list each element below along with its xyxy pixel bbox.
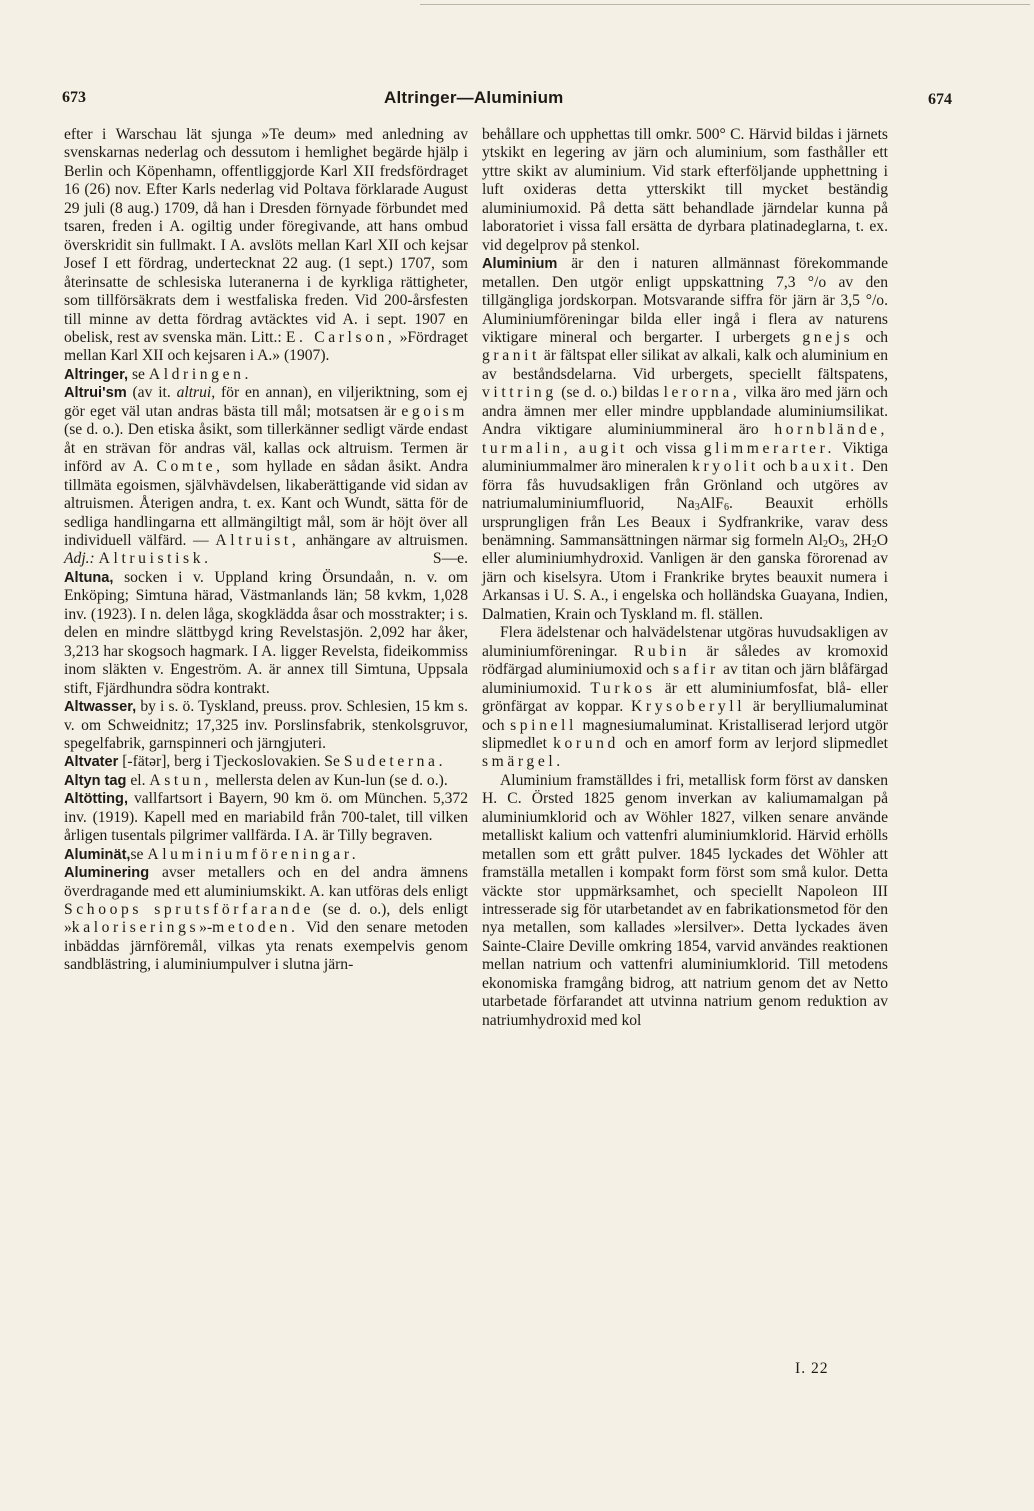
entry-aluminering-continued: behållare och upphettas till omkr. 500° C. Härvid bildas i järnets ytskikt en legering av järn och aluminium, som fasthåller ett yttre skikt av aluminium. Vid stark efterföljande upphettning i luft oxideras detta ytterskikt till mycket beständig aluminiumoxid. På detta sätt behandlade järndelar kunna på laboratoriet i vissa fall ersätta de dyrbara platinadeglarna, t. ex. vid degelprov på stenkol.	[482, 126, 888, 254]
headword: Altuna,	[64, 569, 114, 586]
entry-aluminium: Aluminium är den i naturen allmännast förekommande metallen. Den utgör enligt uppskattning 7,3 °/o av den tillgängliga jordskorpan. Motsvarande siffra för järn är 3,5 °/o. Aluminiumföreningar bilda eller ingå i flera av naturens viktigare mineral och bergarter. I urbergets gnejs och granit är fältspat eller silikat av alkali, kalk och aluminium en av beståndsdelarna. Vid urbergets, speciellt fältspatens, vittring (se d. o.) bildas lerorna, vilka äro med järn och andra ämnen mer eller mindre uppblandade aluminiumsilikat. Andra viktigare aluminiummineral äro hornblände, turmalin, augit och vissa glimmerarter. Viktiga aluminiummalmer äro mineralen kryolit och bauxit. Den förra fås huvudsakligen från Grönland och utgöres av natriumaluminiumfluorid, $Na_3AlF_6$. Beauxit erhölls ursprungligen från Les Beaux i Sydfrankrike, varav dess benämning. Sammansättningen närmar sig formeln $Al_2O_3$, $2H_2O$ eller aluminiumhydroxid. Vanligen är den ganska förorenad av järn och kiselsyra. Utom i Frankrike brytes beauxit numera i Arkansas i U. S. A., i engelska och holländska Guayana, Indien, Dalmatien, Krain och Tyskland m. fl. ställen.	[482, 255, 889, 623]
headword: Altvater	[64, 754, 119, 771]
page-number-left: 673	[62, 89, 86, 106]
entry-altotting: Altötting, vallfartsort i Bayern, 90 km ö. om München. 5,372 inv. (1919). Kapell med en mariabild från 700-talet, till vilken årligen tusentals pilgrimer vallfärda. I A. är Tilly begraven.	[64, 790, 468, 845]
signature-mark: I. 22	[795, 1360, 829, 1377]
paragraph-history: Aluminium framställdes i fri, metallisk form först av dansken H. C. Örsted 1825 genom inverkan av kaliumamalgan på aluminiumklorid och av Wöhler 1827, vilken senare använde metalliskt kalium och vattenfri aluminiumklorid. Härvid erhölls metallen som ett grått pulver. 1845 lyckades det Wöhler att framställa metallen i kompakt form först som små kulor. Detta väckte stor uppmärksamhet, och speciellt Napoleon III intresserade sig för utarbetandet av en fabrikationsmetod för den nya metallen, som kallades »lersilver». Detta lyckades även Sainte-Claire Deville omkring 1854, varvid användes reaktionen mellan natrium och vattenfri aluminiumklorid. Till metodens ekonomiska framgång bidrog, att natrium genom det av Netto utarbetade förfarandet att utvinna natrium genom reduktion av natriumhydroxid med kol	[482, 771, 888, 1029]
right-column	[482, 126, 888, 1030]
top-rule	[420, 4, 1030, 5]
entry-aluminering: Aluminering avser metallers och en del andra ämnens överdragande med ett aluminiumskikt. A. kan utföras dels enligt Schoops sprutsförfarande (se d. o.), dels enligt »kaloriserings»-metoden. Vid den senare metoden inbäddas järnföremål, vilkas yta renats exempelvis genom sandblästring, i aluminiumpulver i slutna järn-	[64, 864, 468, 974]
left-column	[64, 126, 468, 975]
entry-aluminat: Aluminät,se Aluminiumföreningar.	[64, 845, 360, 863]
page-number-right: 674	[928, 91, 952, 108]
headword: Aluminium	[482, 256, 558, 273]
headword: Altwasser,	[64, 699, 137, 716]
headword: Altötting,	[64, 791, 129, 808]
headword: Altringer,	[64, 366, 129, 383]
entry-altuna: Altuna, socken i v. Uppland kring Örsundaån, n. v. om Enköping; Simtuna härad, Västmanlands län; 58 kvkm, 1,028 inv. (1923). I n. delen låga, skogklädda åsar och mosstrakter; i s. delen en mindre slättbygd kring Revelstasjön. 2,092 har åker, 3,213 har skogsoch hagmark. I A. ligger Revelsta, fideikommiss inom släkten v. Engeström. A. är annex till Simtuna, Uppsala stift, Fjärdhundra södra kontrakt.	[64, 568, 468, 697]
headword: Aluminering	[64, 865, 150, 882]
entry-altringer: Altringer, se Aldringen.	[64, 365, 252, 383]
entry-altwasser: Altwasser, by i s. ö. Tyskland, preuss. prov. Schlesien, 15 km s. v. om Schweidnitz; 17,325 inv. Porslinsfabrik, stenkolsgruvor, spegelfabrik, garnspinneri och järngjuteri.	[64, 698, 468, 752]
running-head: Altringer—Aluminium	[384, 88, 564, 107]
paragraph-gemstones: Flera ädelstenar och halvädelstenar utgöras huvudsakligen av aluminiumföreningar. Rubin är således av kromoxid rödfärgad aluminiumoxid och safir av titan och järn blåfärgad aluminiumoxid. Turkos är ett aluminiumfosfat, blå- eller grönfärgat av koppar. Krysoberyll är berylliumaluminat och spinell magnesiumaluminat. Kristalliserad lerjord utgör slipmedlet korund och en amorf form av lerjord slipmedlet smärgel.	[482, 624, 889, 771]
headword: Altyn tag	[64, 772, 127, 789]
headword: Altrui'sm	[64, 385, 127, 402]
entry-altvater: Altvater [-fätər], berg i Tjeckoslovakien. Se Sudeterna.	[64, 753, 447, 771]
entry-altyn-tag: Altyn tag el. Astun, mellersta delen av Kun-lun (se d. o.).	[64, 771, 448, 789]
formula-alumina: $Al_2O_3$, $2H_2O$	[807, 531, 889, 550]
formula-kryolit: $Na_3AlF_6$	[676, 495, 729, 514]
entry-altranstadt-continued: efter i Warschau lät sjunga »Te deum» med anledning av svenskarnas nederlag och dessutom i hemlighet begärde hjälp i Berlin och Köpenhamn, offentliggjorde Karl XII fredsfördraget 16 (26) nov. Efter Karls nederlag vid Poltava förklarade August 29 juli (8 aug.) 1709, då han i Dresden förnyade förbundet med tsaren, freden i A. ogiltig under föregivande, att hans ombud överskridit sin fullmakt. I A. avslöts mellan Karl XII och kejsar Josef I ett fördrag, undertecknat 22 aug. (1 sept.) 1707, som återinsatte de schlesiska luteranerna i de kyrkliga rättigheter, som tillförsäkrats dem i westfaliska freden. Vid 200-årsfesten till minne av detta fördrag avtäcktes vid A. i sept. 1907 en obelisk, rest av svenska män. Litt.: E. Carlson, »Fördraget mellan Karl XII och kejsaren i A.» (1907).	[64, 126, 468, 365]
author-signature: S—e.	[432, 550, 468, 568]
headword: Aluminät,	[64, 846, 131, 863]
entry-altruism: Altrui'sm (av it. altrui, för en annan), en viljeriktning, som ej gör eget väl utan andras bästa till mål; motsatsen är egoism (se d. o.). Den etiska åsikt, som tillerkänner sedligt värde endast åt en strävan för andras väl, kallas ock altruism. Termen är införd av A. Comte, som hyllade en sådan åsikt. Andra tillmäta egoismen, självhävdelsen, likaberättigande vid sidan av altruismen. Återigen andra, t. ex. Kant och Wundt, sätta för de sedliga handlingarna ett allmängiltigt mål, som är höjt över all individuell välfärd. — Altruist, anhängare av altruismen. Adj.: Altruistisk. S—e.	[64, 384, 468, 568]
